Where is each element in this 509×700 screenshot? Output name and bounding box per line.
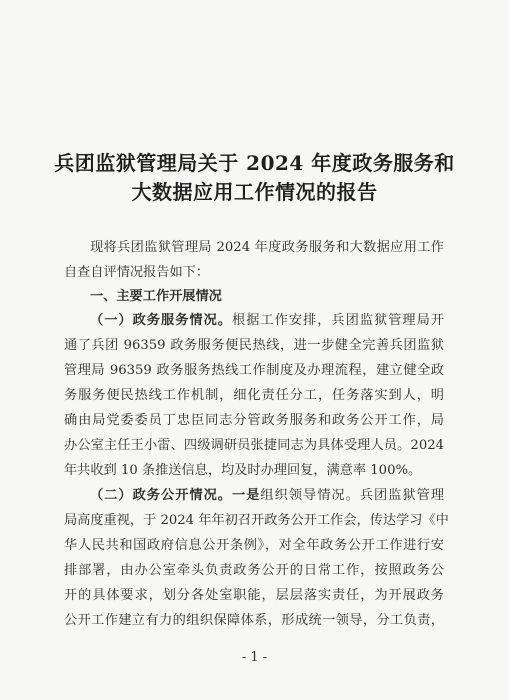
para2-line-1 (90, 484, 444, 503)
para1-line-1-text: 根据工作安排，兵团监狱管理局开 (232, 313, 445, 328)
para1-line-2: 通了兵团 96359 政务服务便民热线，进一步健全完善兵团监狱 (64, 338, 444, 353)
para1-label: （一）政务服务情况。 (90, 313, 233, 328)
para1-line-5: 确由局党委委员丁忠臣同志分管政务服务和政务公开工作，局 (64, 413, 444, 428)
para2-line-4: 排部署，由办公室牵头负责政务公开的日常工作，按照政务公 (64, 563, 444, 578)
section-1-heading: 一、主要工作开展情况 (90, 289, 222, 304)
para2-line-1-text: 组织领导情况。兵团监狱管理 (260, 488, 445, 503)
intro-line-2: 自查自评情况报告如下： (64, 265, 210, 280)
para2-line-5: 开的具体要求，划分各处室职能，层层落实责任，为开展政务 (64, 588, 444, 603)
document-title-line-2: 大数据应用工作情况的报告 (131, 180, 378, 204)
para2-emphasis: 一是 (232, 488, 261, 503)
para2-label: （二）政务公开情况。 (90, 488, 233, 503)
intro-line-1: 现将兵团监狱管理局 2024 年度政务服务和大数据应用工作 (90, 240, 444, 255)
para1-line-3: 管理局 96359 政务服务热线工作制度及办理流程，建立健全政 (64, 363, 444, 378)
para1-line-7: 年共收到 10 条推送信息，均及时办理回复，满意率 100%。 (64, 463, 422, 478)
document-title-line-1: 兵团监狱管理局关于 2024 年度政务服务和 (54, 151, 455, 175)
para2-line-2: 局高度重视，于 2024 年年初召开政务公开工作会，传达学习《中 (64, 513, 449, 528)
para1-line-4: 务服务便民热线工作机制，细化责任分工，任务落实到人，明 (64, 388, 444, 403)
para1-line-6: 办公室主任王小雷、四级调研员张捷同志为具体受理人员。2024 (64, 438, 444, 453)
para2-line-6: 公开工作建立有力的组织保障体系，形成统一领导，分工负责， (64, 613, 444, 628)
para2-line-3: 华人民共和国政府信息公开条例》，对全年政务公开工作进行安 (64, 538, 444, 553)
para1-line-1 (90, 309, 444, 328)
page-number: - 1 - (241, 650, 268, 665)
